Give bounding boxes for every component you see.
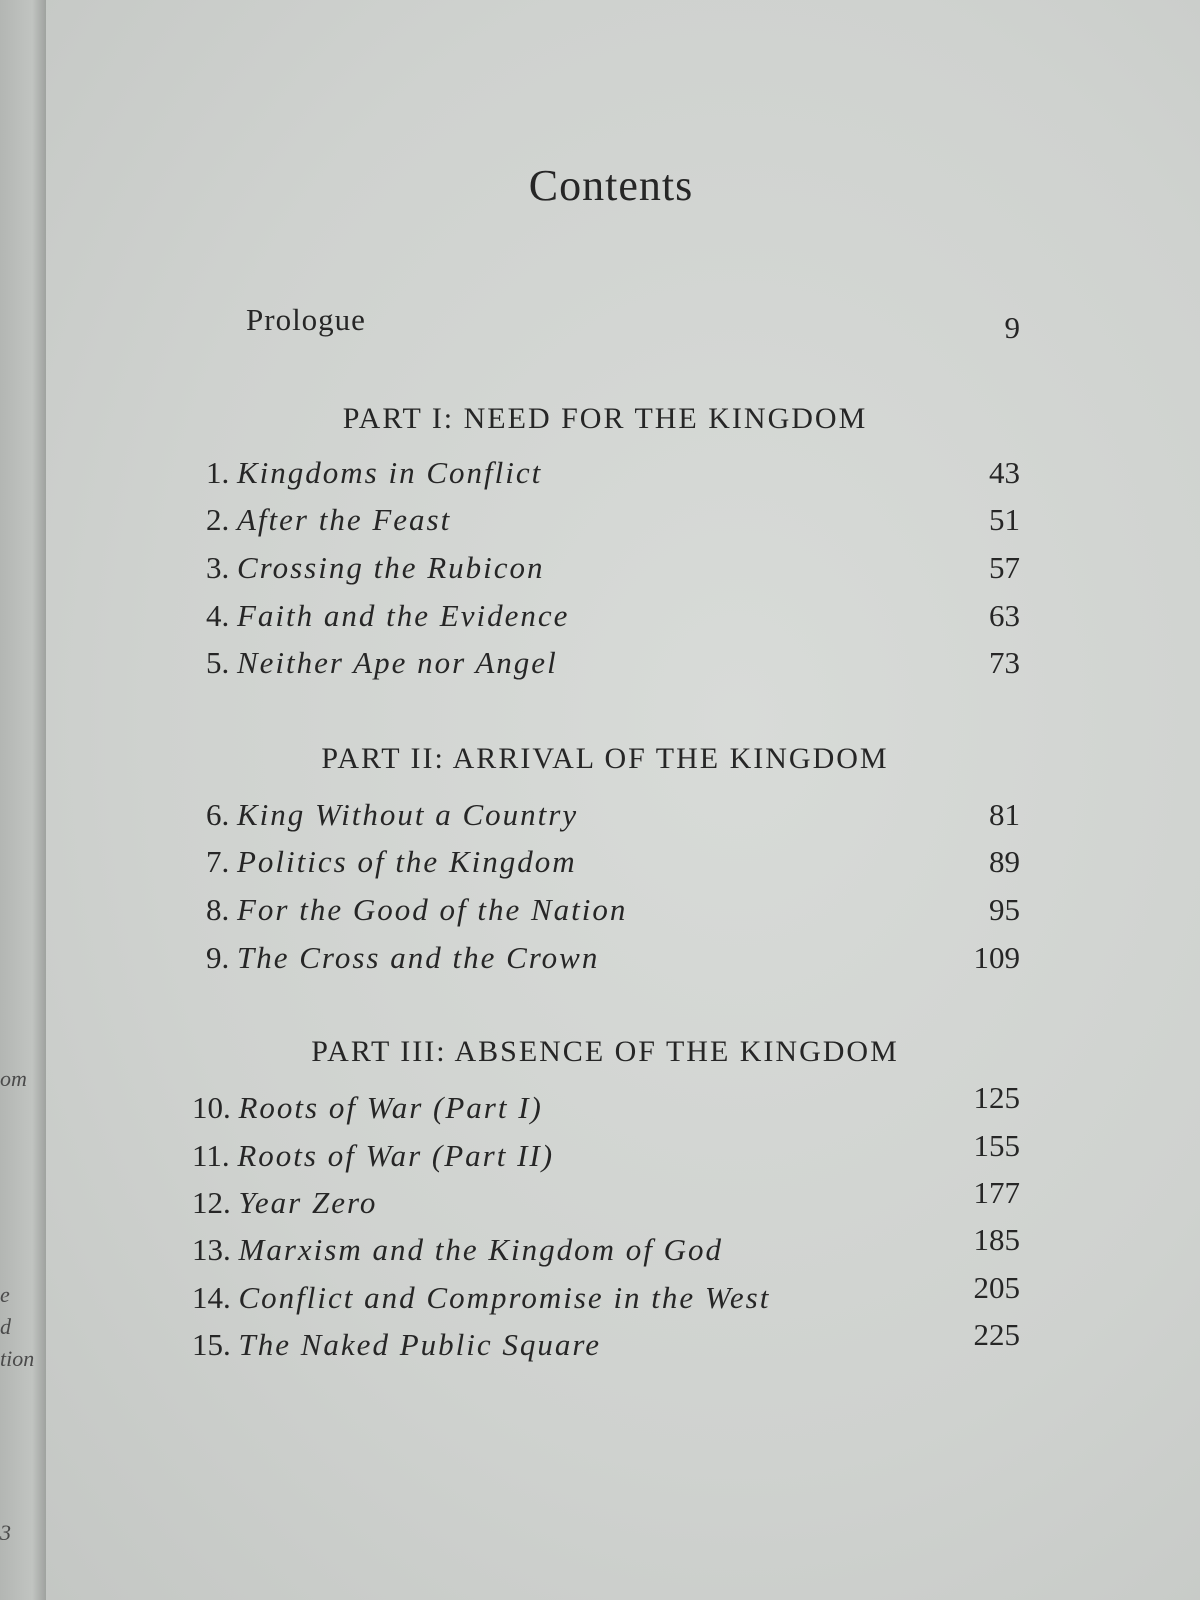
toc-entry bbox=[190, 1270, 1020, 1320]
chapter-title: After the Feast bbox=[237, 502, 452, 537]
page-number: 81 bbox=[989, 797, 1020, 832]
page-number: 57 bbox=[989, 550, 1020, 585]
page-number: 95 bbox=[989, 892, 1020, 927]
page-number: 89 bbox=[989, 844, 1020, 879]
page-title: Contents bbox=[528, 161, 694, 210]
chapter-number: 4. bbox=[206, 598, 230, 633]
page-number: 177 bbox=[973, 1175, 1020, 1210]
part-heading: PART III: ABSENCE OF THE KINGDOM bbox=[311, 1035, 899, 1068]
chapter-title: Faith and the Evidence bbox=[237, 598, 570, 633]
chapter-title: Neither Ape nor Angel bbox=[237, 645, 558, 680]
page-number: 63 bbox=[989, 598, 1020, 633]
toc-entry bbox=[190, 598, 1020, 638]
chapter-title: Crossing the Rubicon bbox=[237, 550, 545, 585]
page-number: 73 bbox=[989, 645, 1020, 680]
chapter-number: 10. bbox=[192, 1090, 231, 1125]
toc-entry-prologue bbox=[190, 302, 1020, 345]
page-number: 205 bbox=[973, 1270, 1020, 1305]
page-number: 51 bbox=[989, 502, 1020, 537]
chapter-number: 3. bbox=[206, 550, 230, 585]
chapter-title: Conflict and Compromise in the West bbox=[238, 1280, 771, 1315]
chapter-number: 15. bbox=[192, 1327, 231, 1362]
edge-fragment: 3 bbox=[0, 1520, 11, 1545]
page-number: 125 bbox=[973, 1080, 1020, 1115]
chapter-number: 1. bbox=[206, 455, 230, 490]
chapter-title: Roots of War (Part I) bbox=[238, 1090, 543, 1125]
chapter-title: Roots of War (Part II) bbox=[237, 1138, 555, 1173]
facing-page-edge bbox=[0, 0, 46, 1600]
page-number: 109 bbox=[973, 940, 1020, 975]
part-heading: PART I: NEED FOR THE KINGDOM bbox=[342, 402, 868, 435]
chapter-number: 12. bbox=[192, 1185, 231, 1220]
chapter-title: For the Good of the Nation bbox=[237, 892, 628, 927]
chapter-number: 14. bbox=[192, 1280, 231, 1315]
page-number: 155 bbox=[973, 1128, 1020, 1163]
chapter-number: 2. bbox=[206, 502, 230, 537]
toc-entry bbox=[190, 550, 1020, 590]
chapter-number: 9. bbox=[206, 940, 230, 975]
chapter-number: 6. bbox=[206, 797, 230, 832]
part-heading: PART II: ARRIVAL OF THE KINGDOM bbox=[321, 742, 889, 775]
chapter-number: 5. bbox=[206, 645, 230, 680]
toc-entry bbox=[190, 1317, 1020, 1367]
toc-entry bbox=[190, 1080, 1020, 1130]
chapter-title: The Cross and the Crown bbox=[237, 940, 600, 975]
toc-entry bbox=[190, 844, 1020, 884]
chapter-title: King Without a Country bbox=[237, 797, 579, 832]
chapter-number: 11. bbox=[192, 1138, 230, 1173]
toc-entry bbox=[190, 1222, 1020, 1272]
chapter-number: 7. bbox=[206, 844, 230, 879]
toc-entry bbox=[190, 940, 1020, 980]
toc-entry bbox=[190, 1128, 1020, 1178]
edge-fragment: d bbox=[0, 1314, 11, 1339]
chapter-number: 13. bbox=[192, 1232, 231, 1267]
page-number: 185 bbox=[973, 1222, 1020, 1257]
page-number: 43 bbox=[989, 455, 1020, 490]
chapter-title: The Naked Public Square bbox=[238, 1327, 602, 1362]
page-number: 9 bbox=[1004, 310, 1020, 345]
chapter-title: Kingdoms in Conflict bbox=[237, 455, 543, 490]
toc-entry bbox=[190, 892, 1020, 932]
toc-entry bbox=[190, 502, 1020, 542]
chapter-title: Year Zero bbox=[238, 1185, 378, 1220]
edge-fragment: tion bbox=[0, 1346, 35, 1371]
chapter-title: Politics of the Kingdom bbox=[237, 844, 577, 879]
toc-entry bbox=[190, 797, 1020, 837]
toc-entry bbox=[190, 645, 1020, 685]
edge-fragment: e bbox=[0, 1282, 10, 1307]
entry-title: Prologue bbox=[246, 302, 366, 337]
page-number: 225 bbox=[973, 1317, 1020, 1352]
toc-entry bbox=[190, 455, 1020, 495]
edge-fragment: om bbox=[0, 1066, 27, 1091]
chapter-title: Marxism and the Kingdom of God bbox=[238, 1232, 724, 1267]
toc-entry bbox=[190, 1175, 1020, 1225]
chapter-number: 8. bbox=[206, 892, 230, 927]
